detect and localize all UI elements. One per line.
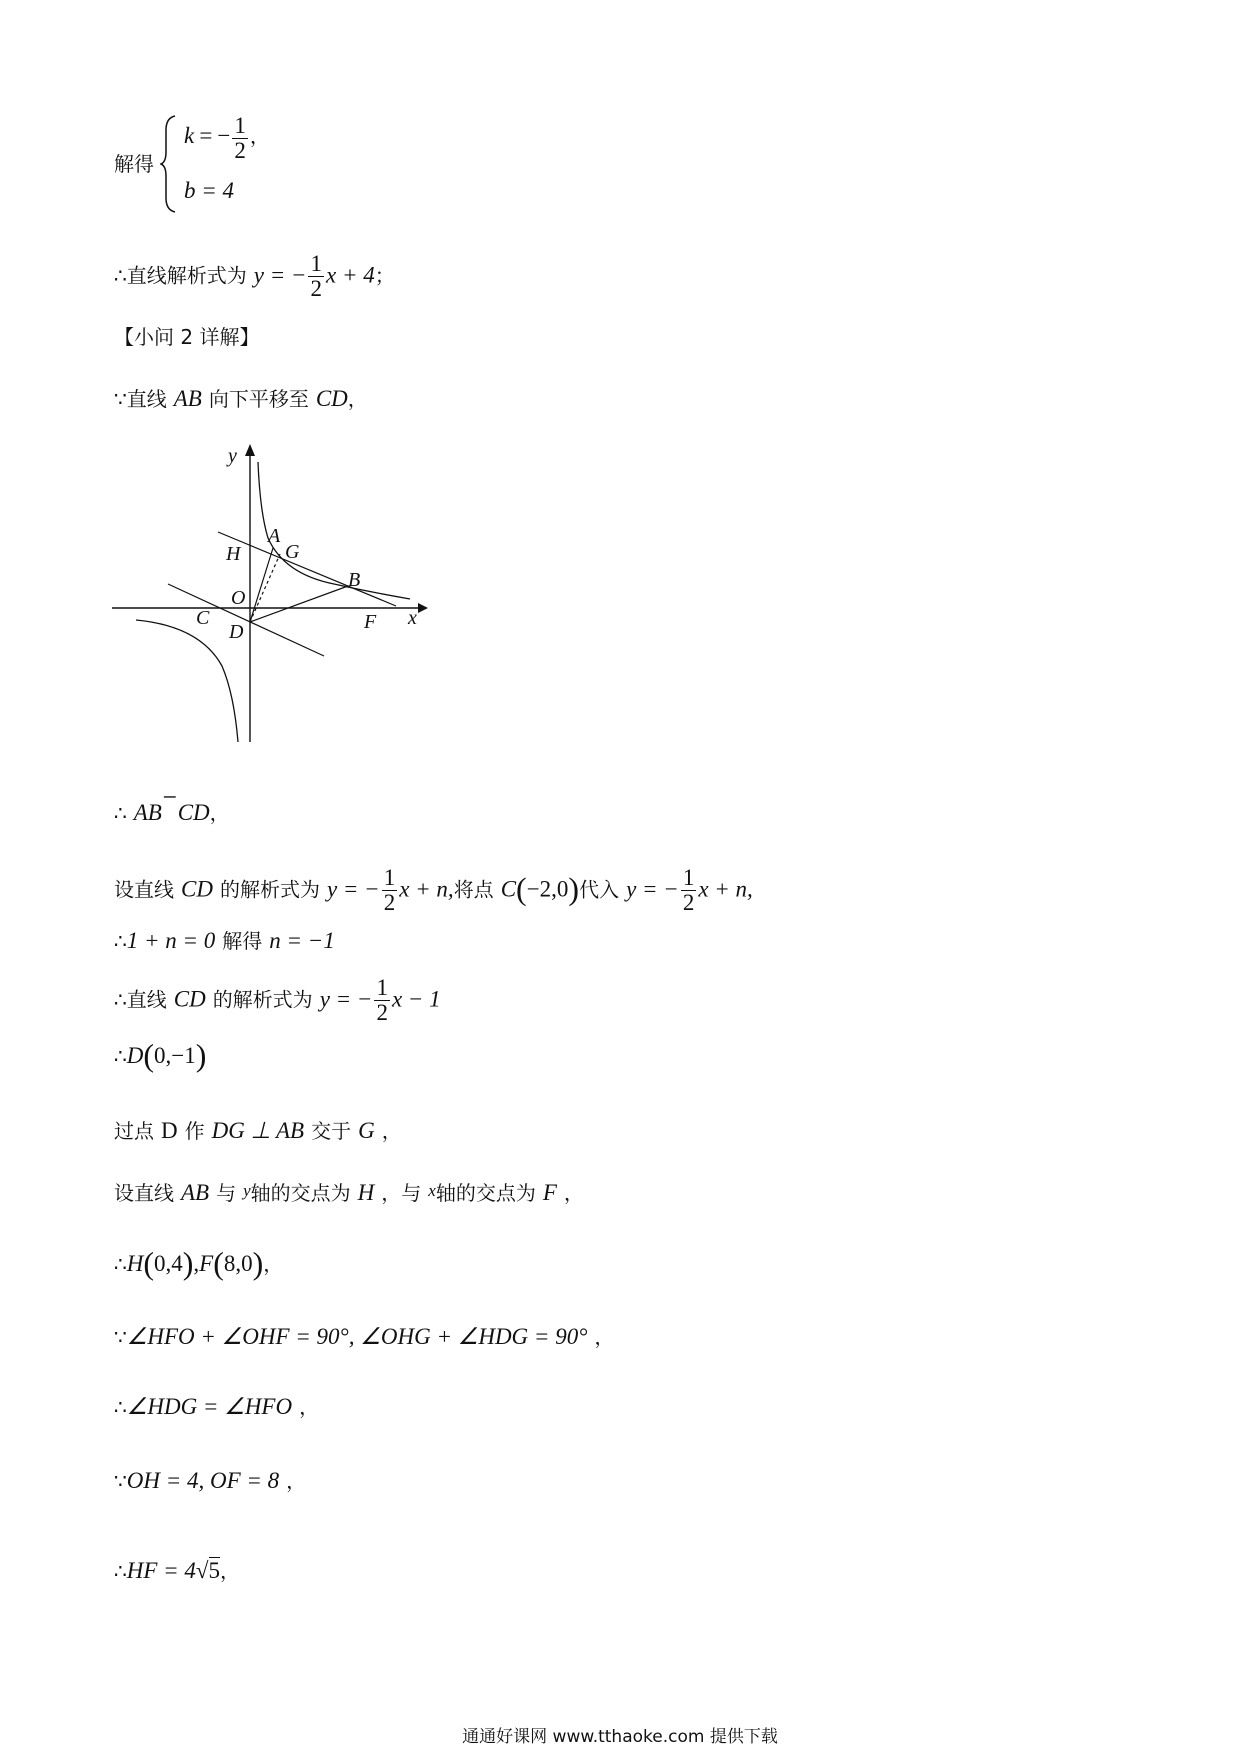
l3-cd: CD <box>315 386 348 411</box>
l5-num2: 1 <box>682 865 695 890</box>
l1-fraction <box>308 252 324 301</box>
l15-math: HF = 4 <box>126 1558 196 1583</box>
l1-end: ； <box>374 263 395 288</box>
l13-math: ∠HDG = ∠HFO <box>126 1394 293 1419</box>
hyperbola-branch-1 <box>258 462 410 599</box>
l3-pre: ∵直线 <box>114 387 167 411</box>
line-9 <box>114 1116 402 1147</box>
l7-fraction <box>374 976 390 1025</box>
l10-mid2: 轴的交点为 <box>250 1181 351 1205</box>
l14-end: ， <box>286 1469 307 1493</box>
l5-cval: −2,0 <box>526 876 569 902</box>
l12-math: ∠HFO + ∠OHF = 90°, ∠OHG + ∠HDG = 90° <box>126 1324 588 1349</box>
l5-math2: y = − <box>626 876 679 902</box>
l14-math: OH = 4, OF = 8 <box>126 1468 280 1493</box>
l9-pre: 过点 <box>114 1119 154 1143</box>
line-14 <box>114 1466 306 1497</box>
l11-comma: , <box>193 1251 200 1276</box>
line-4 <box>114 788 230 829</box>
sqrt-sign: √ <box>195 1558 209 1583</box>
l10-ab: AB <box>181 1180 210 1205</box>
l7-num: 1 <box>376 975 388 1000</box>
l8-val: 0,−1 <box>154 1043 196 1068</box>
l3-ab: AB <box>173 386 202 411</box>
l5-den2: 2 <box>682 890 695 915</box>
k-equation <box>184 114 270 163</box>
l5-post1: x + n, <box>399 876 454 902</box>
l9-math: DG ⊥ AB <box>211 1118 305 1143</box>
label-o: O <box>231 587 246 609</box>
label-x: x <box>408 607 417 629</box>
l11-fval: 8,0 <box>223 1251 253 1276</box>
l15-pre: ∴ <box>114 1559 127 1583</box>
l5-mid2: 将点 <box>453 877 494 902</box>
l7-math: y = − <box>319 986 373 1012</box>
l4-pre: ∴ <box>114 801 127 825</box>
l9-end: ， <box>381 1119 402 1143</box>
line-3 <box>114 384 368 415</box>
l3-end: ， <box>347 387 368 411</box>
l13-pre: ∴ <box>114 1395 127 1419</box>
l8-d: D <box>126 1043 144 1068</box>
l5-mid: 的解析式为 <box>219 877 320 902</box>
l1-post: x + 4 <box>325 262 375 288</box>
l5-c: C <box>500 876 517 902</box>
b-equation: b = 4 <box>184 178 235 203</box>
y-axis-arrow <box>245 444 255 456</box>
line-7 <box>114 976 441 1025</box>
line-cd <box>168 584 324 656</box>
k-fraction <box>232 114 248 163</box>
l11-hval: 0,4 <box>154 1251 183 1276</box>
l6-math1: 1 + n = 0 <box>126 928 216 953</box>
l7-post: x − 1 <box>391 986 441 1012</box>
l5-math1: y = − <box>326 876 380 902</box>
label-d: D <box>229 621 244 643</box>
segment-dg <box>250 554 280 622</box>
l4-parallel-sym: ⁻ <box>161 786 178 819</box>
line-6 <box>114 926 335 957</box>
l6-pre: ∴ <box>114 929 127 953</box>
l4-end: ， <box>209 801 230 825</box>
l7-mid: 的解析式为 <box>212 987 313 1012</box>
label-g: G <box>285 541 300 563</box>
k-sign: − <box>217 123 231 148</box>
l5-post2: x + n, <box>698 876 753 902</box>
l1-math: y = − <box>253 262 307 288</box>
l9-mid: 作 <box>184 1119 205 1143</box>
l10-y: y <box>243 1181 251 1200</box>
label-y: y <box>228 445 237 467</box>
label-b: B <box>348 569 361 591</box>
l7-den: 2 <box>376 1000 388 1025</box>
l15-radicand: 5 <box>208 1558 221 1583</box>
label-a: A <box>268 525 281 547</box>
segment-da <box>250 548 273 622</box>
line-1 <box>114 252 395 301</box>
l1-num: 1 <box>310 251 322 276</box>
l10-mid1: 与 <box>216 1181 237 1205</box>
l5-pre: 设直线 <box>114 877 174 902</box>
l7-cd: CD <box>173 986 206 1012</box>
l3-mid: 向下平移至 <box>208 387 309 411</box>
line-8: ∴D(0,−1) <box>114 1037 207 1073</box>
l10-mid3: ，与 <box>381 1181 422 1205</box>
l8-pre: ∴ <box>114 1044 127 1068</box>
section-heading: 【小问 2 详解】 <box>114 325 260 349</box>
left-brace <box>160 114 180 214</box>
label-f: F <box>364 611 377 633</box>
l12-end: ， <box>594 1325 615 1349</box>
line-13 <box>114 1392 319 1423</box>
l10-end: ， <box>563 1181 584 1205</box>
footer-credit: 通通好课网 www.tthaoke.com 提供下载 <box>462 1727 778 1747</box>
l6-mid: 解得 <box>222 929 263 953</box>
l12-pre: ∵ <box>114 1325 127 1349</box>
l5-cd: CD <box>181 876 213 902</box>
l9-g: G <box>358 1118 375 1143</box>
l5-num1: 1 <box>383 865 396 890</box>
l10-mid4: 轴的交点为 <box>435 1181 536 1205</box>
line-12 <box>114 1322 614 1353</box>
line-11: ∴H(0,4),F(8,0)， <box>114 1245 284 1281</box>
l11-end: ， <box>263 1252 284 1276</box>
l1-den: 2 <box>310 276 322 301</box>
k-den: 2 <box>234 138 246 163</box>
line-5: 设直线 CD 的解析式为 y = − $\frac{1}{2}$ x + n,将点 C(−2,0)代入 y = − $\frac{1}{2}$ x + n, <box>114 865 753 915</box>
l9-d: D <box>161 1118 178 1143</box>
l7-pre: ∴直线 <box>114 987 167 1012</box>
segment-db <box>250 586 348 622</box>
l4-cd: CD <box>177 800 210 825</box>
k-comma: ， <box>249 124 270 148</box>
l11-f: F <box>199 1251 214 1276</box>
label-c: C <box>196 607 210 629</box>
l5-fraction-1 <box>382 866 398 915</box>
l10-pre: 设直线 <box>114 1181 174 1205</box>
geometry-figure <box>108 442 428 752</box>
x-axis-arrow <box>418 603 428 613</box>
l14-pre: ∵ <box>114 1469 127 1493</box>
line-15 <box>114 1556 240 1587</box>
l5-fraction-2 <box>681 866 697 915</box>
l9-mid2: 交于 <box>311 1119 352 1143</box>
solve-label: 解得 <box>114 152 154 176</box>
l11-pre: ∴ <box>114 1252 127 1276</box>
hyperbola-branch-2 <box>136 620 238 742</box>
solution-system <box>114 112 414 212</box>
k-num: 1 <box>234 113 246 138</box>
k-var: k <box>184 123 195 148</box>
l15-end: ， <box>220 1559 241 1583</box>
label-h: H <box>226 543 241 565</box>
l6-math2: n = −1 <box>269 928 335 953</box>
k-eq: = <box>199 123 213 148</box>
l5-den1: 2 <box>383 890 396 915</box>
l5-mid3: 代入 <box>579 877 620 902</box>
l10-x: x <box>428 1181 436 1200</box>
l10-h: H <box>357 1180 375 1205</box>
l13-end: ， <box>299 1395 320 1419</box>
l10-f: F <box>542 1180 557 1205</box>
l1-pre: ∴直线解析式为 <box>114 263 247 288</box>
l4-ab: AB <box>133 800 162 825</box>
l11-h: H <box>126 1251 144 1276</box>
line-10 <box>114 1176 584 1209</box>
